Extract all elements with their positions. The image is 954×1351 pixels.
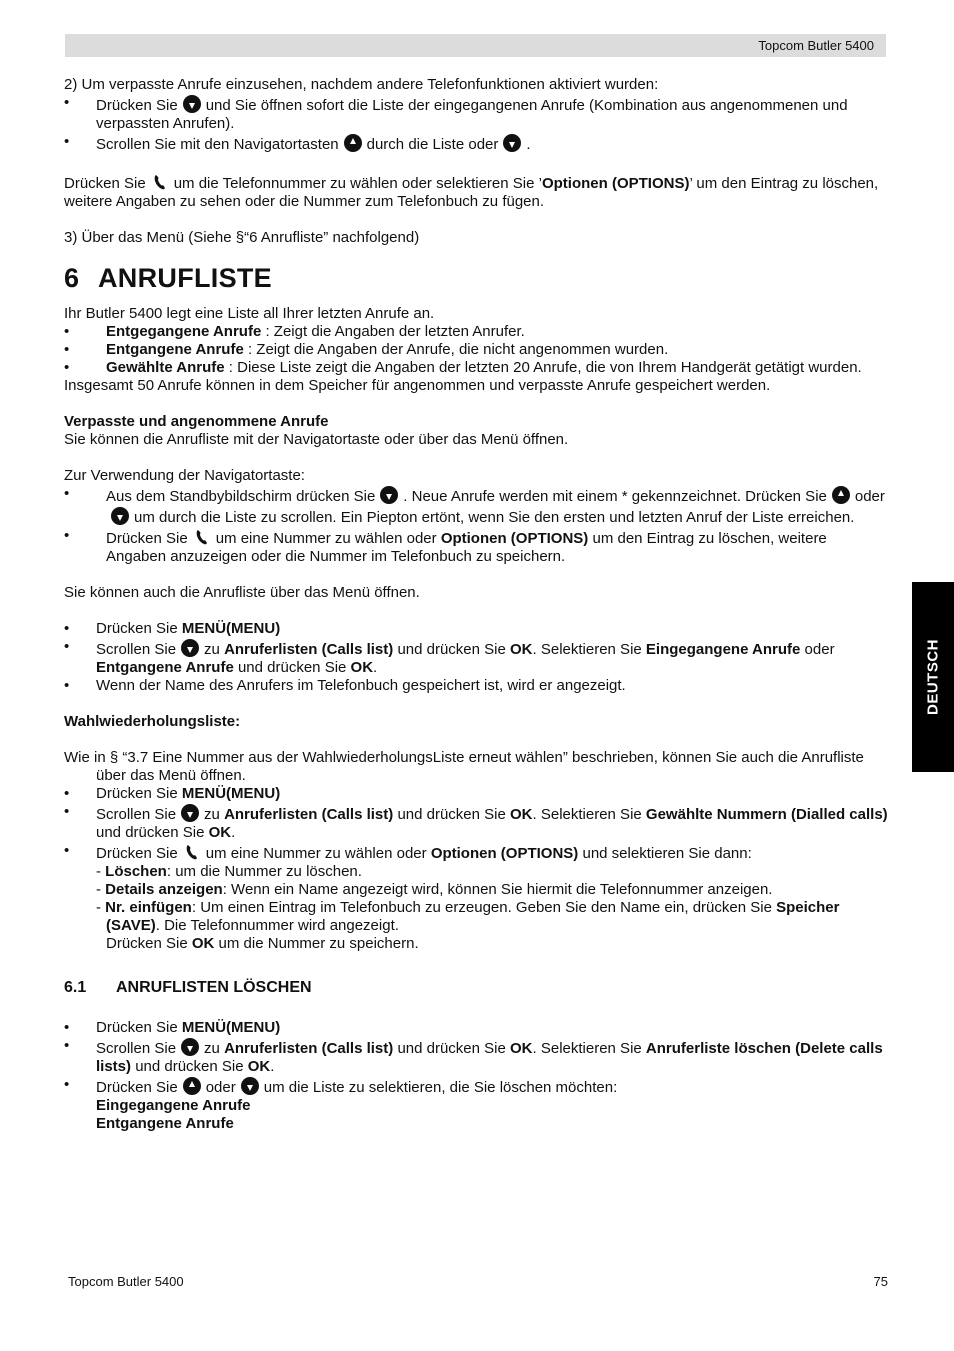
text: zu	[204, 806, 220, 823]
text: Aus dem Standbybildschirm drücken Sie	[106, 488, 376, 505]
text: : um die Nummer zu löschen.	[166, 863, 362, 880]
text: -	[96, 881, 106, 898]
text: und drücken Sie	[397, 641, 506, 658]
text: -	[96, 899, 106, 916]
redial-bullet-2	[64, 803, 888, 842]
text: . Selektieren Sie	[532, 641, 642, 658]
nav-down-icon	[502, 133, 522, 153]
section-number: 6	[64, 263, 80, 293]
text: Anruferlisten (Calls list)	[224, 1040, 394, 1057]
text: zu	[204, 641, 220, 658]
text: Speicher (SAVE)	[106, 899, 840, 934]
text: und drücken Sie	[96, 824, 205, 841]
text: OK	[510, 1040, 533, 1057]
text: um die Liste zu selektieren, die Sie löschen möchten:	[263, 1079, 618, 1096]
delete-bullet-3	[64, 1076, 888, 1097]
option-insert	[64, 899, 888, 935]
text: um die Telefonnummer zu wählen oder selektieren Sie ’	[173, 175, 542, 192]
text: und Sie öffnen sofort die Liste der eingegangenen Anrufe (Kombination aus angenommenen und verpassten Anrufen).	[96, 97, 848, 132]
text: Gewählte Anrufe	[106, 359, 225, 376]
text: Entgangene Anrufe	[96, 659, 234, 676]
intro-item3: 3) Über das Menü (Siehe §“6 Anrufliste” nachfolgend)	[64, 229, 420, 246]
text: Gewählte Nummern (Dialled calls)	[645, 806, 888, 823]
text: Entgangene Anrufe	[106, 341, 244, 358]
footer-title: Topcom Butler 5400	[68, 1274, 184, 1289]
option-details	[64, 881, 888, 899]
text: : Wenn ein Name angezeigt wird, können Sie hiermit die Telefonnummer anzeigen.	[222, 881, 773, 898]
language-tab	[912, 582, 954, 772]
sub2-text: Wie in § “3.7 Eine Nummer aus der WahlwiederholungsListe erneut wählen” beschrieben, können Sie auch die Anrufliste über das Menü öffnen.	[64, 749, 864, 784]
text: OK	[510, 641, 533, 658]
nav-down-icon	[240, 1076, 260, 1096]
text: .	[526, 136, 531, 153]
text: und drücken Sie	[397, 1040, 506, 1057]
text: Löschen	[105, 863, 167, 880]
text: oder	[800, 641, 835, 658]
nav-bullet-1	[64, 485, 888, 527]
nav-down-icon	[379, 485, 399, 505]
text: Anruferlisten (Calls list)	[224, 641, 394, 658]
redial-bullet-3	[64, 842, 888, 863]
text: . Selektieren Sie	[532, 806, 642, 823]
text: Scrollen Sie mit den Navigatortasten	[96, 136, 339, 153]
text: Drücken Sie	[96, 1079, 178, 1096]
header-bar	[65, 34, 886, 57]
text: Drücken Sie	[96, 845, 178, 862]
section6-total: Insgesamt 50 Anrufe können in dem Speicher für angenommen und verpasste Anrufe gespeichert werden.	[64, 377, 771, 394]
nav-down-icon	[180, 638, 200, 658]
section-title: ANRUFLISTE	[98, 263, 272, 293]
delete-bullet-2	[64, 1037, 888, 1076]
nav-bullet-2	[64, 527, 888, 566]
text: oder	[205, 1079, 236, 1096]
subheading-missed-received	[64, 413, 888, 431]
text: MENÜ(MENU)	[181, 785, 281, 802]
text: Optionen (OPTIONS)	[430, 845, 579, 862]
text: MENÜ(MENU)	[181, 1019, 281, 1036]
text: Verpasste und angenommene Anrufe	[64, 413, 329, 430]
list-item	[64, 341, 888, 359]
text: .	[270, 1058, 275, 1075]
text: Details anzeigen	[105, 881, 223, 898]
text: Drücken Sie	[106, 935, 188, 952]
text: und drücken Sie	[135, 1058, 244, 1075]
text: Drücken Sie	[106, 530, 188, 547]
nav-up-icon	[831, 485, 851, 505]
section-6-1-heading	[64, 977, 888, 999]
text: : Diese Liste zeigt die Angaben der letzten 20 Anrufe, die von Ihrem Handgerät getätigt wurden.	[224, 359, 862, 376]
phone-icon	[150, 172, 170, 192]
text: durch die Liste oder	[366, 136, 499, 153]
text: : Um einen Eintrag im Telefonbuch zu erzeugen. Geben Sie den Name ein, drücken Sie	[191, 899, 772, 916]
nav-down-icon	[180, 803, 200, 823]
text: Wahlwiederholungsliste:	[64, 713, 241, 730]
text: Scrollen Sie	[96, 1040, 177, 1057]
text: Anruferliste löschen (Delete calls lists)	[96, 1040, 883, 1075]
text: oder	[854, 488, 885, 505]
text: OK	[247, 1058, 271, 1075]
list-item	[64, 323, 888, 341]
text: Optionen (OPTIONS)	[440, 530, 589, 547]
phone-icon	[182, 842, 202, 862]
text: OK	[208, 824, 232, 841]
text: um die Nummer zu speichern.	[218, 935, 419, 952]
text: und drücken Sie	[397, 806, 506, 823]
nav-down-icon	[182, 94, 202, 114]
list-item	[64, 359, 888, 377]
nav-down-icon	[180, 1037, 200, 1057]
menu-bullet-2	[64, 638, 888, 677]
text: ’ um den Eintrag zu löschen, weitere Angaben zu sehen oder die Nummer zum Telefonbuch zu fügen.	[64, 175, 879, 210]
text: . Die Telefonnummer wird angezeigt.	[155, 917, 399, 934]
text: Nr. einfügen	[105, 899, 192, 916]
nav-up-icon	[343, 133, 363, 153]
text: : Zeigt die Angaben der letzten Anrufer.	[261, 323, 525, 340]
text: . Selektieren Sie	[532, 1040, 642, 1057]
text: um den Eintrag zu löschen, weitere Angaben anzuzeigen oder die Nummer im Telefonbuch zu speichern.	[106, 530, 827, 565]
language-tab-label: DEUTSCH	[924, 638, 942, 716]
intro-press-paragraph	[64, 172, 888, 211]
text: .	[373, 659, 378, 676]
text: Optionen (OPTIONS)	[541, 175, 690, 192]
page-number: 75	[873, 1274, 888, 1289]
text: Drücken Sie	[64, 175, 146, 192]
sub1-text: Sie können die Anrufliste mit der Navigatortaste oder über das Menü öffnen.	[64, 431, 569, 448]
text: MENÜ(MENU)	[181, 620, 281, 637]
header-title: Topcom Butler 5400	[758, 38, 874, 53]
text: -	[96, 863, 106, 880]
text: und selektieren Sie dann:	[582, 845, 752, 862]
text: Eingegangene Anrufe	[645, 641, 801, 658]
delete-option-missed	[64, 1115, 888, 1133]
option-insert-confirm	[64, 935, 888, 953]
text: OK	[350, 659, 374, 676]
text: Entgegangene Anrufe	[106, 323, 262, 340]
text: Entgangene Anrufe	[96, 1115, 234, 1132]
intro-item2-bullet-1	[64, 94, 888, 133]
text: Drücken Sie	[96, 97, 178, 114]
text: Eingegangene Anrufe	[96, 1097, 251, 1114]
intro-item2-bullet-2	[64, 133, 888, 154]
text: Scrollen Sie	[96, 806, 177, 823]
text: Drücken Sie	[96, 785, 178, 802]
delete-bullet-1	[64, 1019, 888, 1037]
text: Anruferlisten (Calls list)	[224, 806, 394, 823]
text: und drücken Sie	[237, 659, 347, 676]
text: Drücken Sie	[96, 620, 178, 637]
page-content	[64, 76, 888, 1133]
redial-bullet-1	[64, 785, 888, 803]
text: OK	[510, 806, 533, 823]
menu-bullet-1	[64, 620, 888, 638]
text: OK	[191, 935, 215, 952]
section-title: ANRUFLISTEN LÖSCHEN	[116, 979, 312, 996]
text: um durch die Liste zu scrollen. Ein Piepton ertönt, wenn Sie den ersten und letzten Anruf der Liste erreichen.	[134, 509, 855, 526]
phone-icon	[192, 527, 212, 547]
text: um eine Nummer zu wählen oder	[205, 845, 427, 862]
option-delete	[64, 863, 888, 881]
intro-item2-title: 2) Um verpasste Anrufe einzusehen, nachdem andere Telefonfunktionen aktiviert wurden:	[64, 76, 659, 93]
menu-bullet-3: • Wenn der Name des Anrufers im Telefonbuch gespeichert ist, wird er angezeigt.	[64, 677, 888, 695]
text: . Neue Anrufe werden mit einem * gekennzeichnet. Drücken Sie	[403, 488, 827, 505]
nav-down-icon	[110, 506, 130, 526]
menu-intro: Sie können auch die Anrufliste über das Menü öffnen.	[64, 584, 420, 601]
delete-option-received	[64, 1097, 888, 1115]
text: Drücken Sie	[96, 1019, 178, 1036]
section-6-heading	[64, 261, 888, 295]
nav-up-icon	[182, 1076, 202, 1096]
text: um eine Nummer zu wählen oder	[215, 530, 437, 547]
subheading-redial-list	[64, 713, 888, 731]
text: : Zeigt die Angaben der Anrufe, die nicht angenommen wurden.	[243, 341, 669, 358]
section6-intro: Ihr Butler 5400 legt eine Liste all Ihrer letzten Anrufe an.	[64, 305, 435, 322]
section-number: 6.1	[64, 979, 87, 996]
nav-intro: Zur Verwendung der Navigatortaste:	[64, 467, 305, 484]
text: zu	[204, 1040, 220, 1057]
text: .	[231, 824, 236, 841]
text: Scrollen Sie	[96, 641, 177, 658]
